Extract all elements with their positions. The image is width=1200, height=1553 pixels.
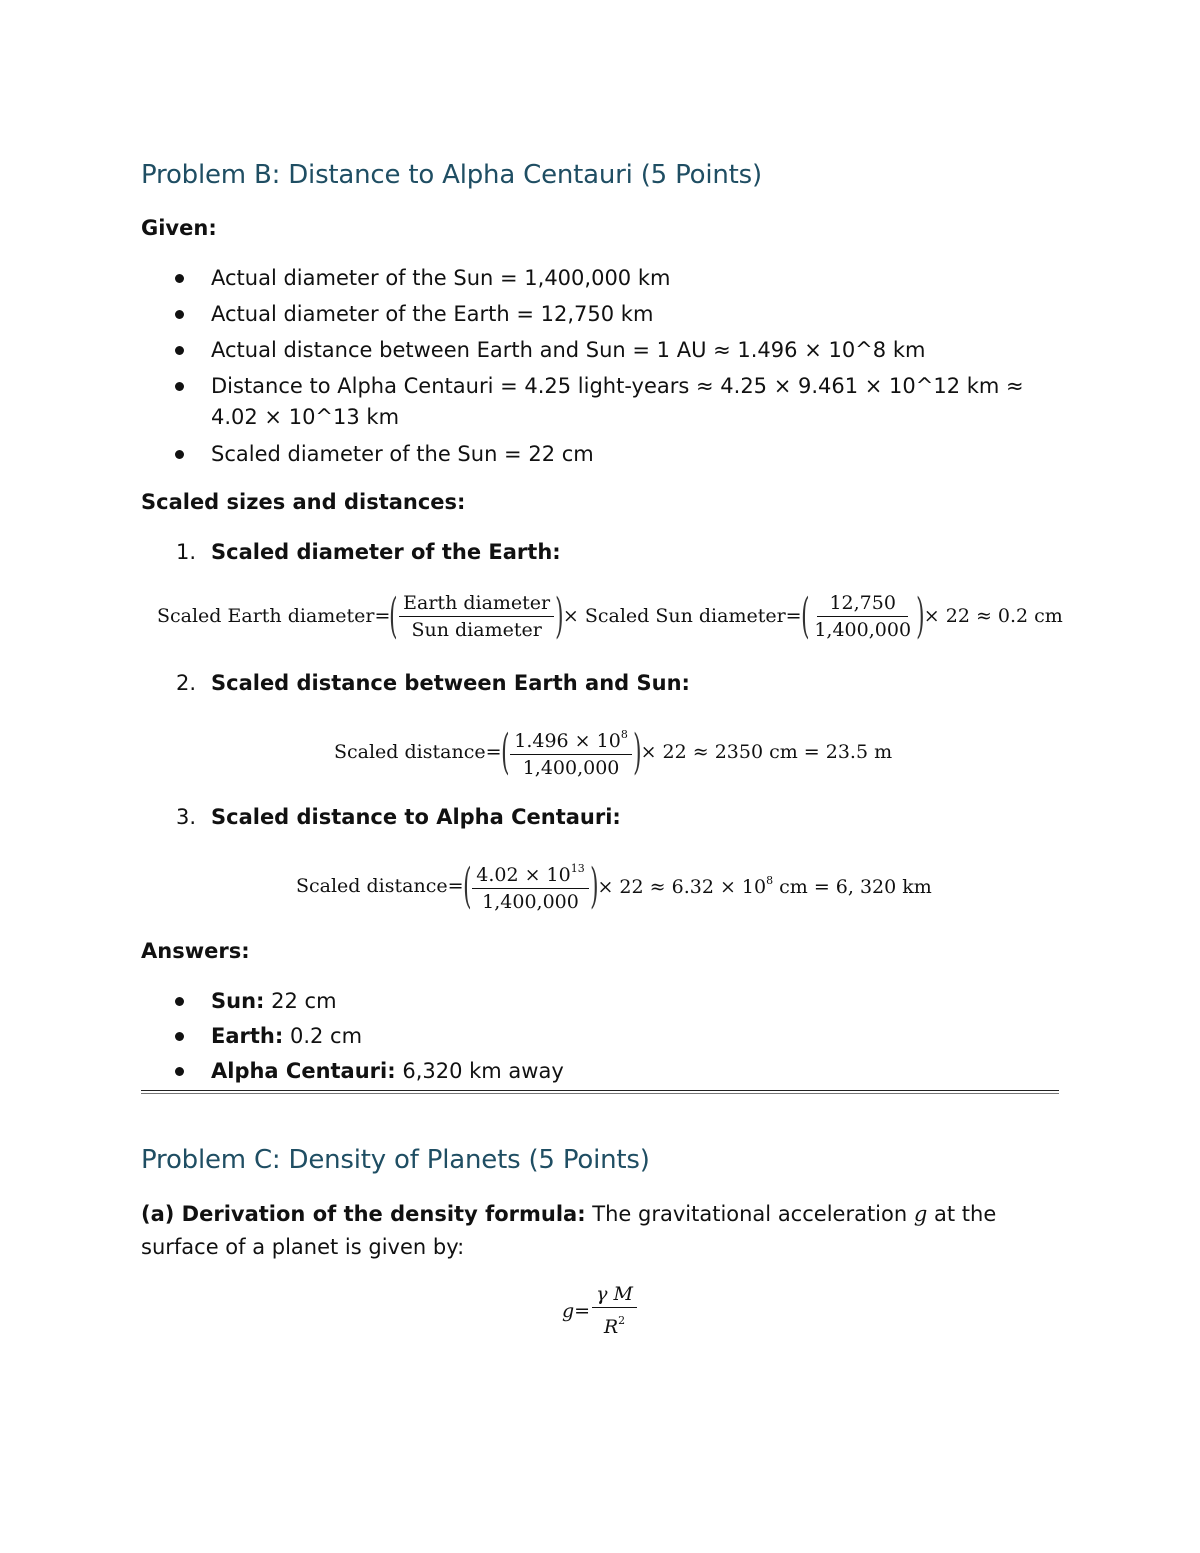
step-number: 1.	[176, 540, 197, 564]
given-item: Actual distance between Earth and Sun = 1 AU ≈ 1.496 × 10^8 km	[211, 338, 926, 362]
fraction-numerator: 12,750	[817, 591, 907, 617]
fraction-numerator: Earth diameter	[399, 591, 554, 617]
given-item-continued: 4.02 × 10^13 km	[211, 405, 400, 429]
fraction-numerator: γ M	[592, 1282, 637, 1308]
bullet-icon	[175, 382, 184, 391]
eq-lhs: g	[562, 1299, 575, 1322]
part-a-paragraph-continued: surface of a planet is given by:	[141, 1235, 465, 1259]
bullet-icon	[175, 997, 184, 1006]
bullet-icon	[175, 274, 184, 283]
step-number: 3.	[176, 805, 197, 829]
problem-b-title: Problem B: Distance to Alpha Centauri (5 Points)	[141, 160, 762, 190]
eq-rhs: × $22 \approx 6.32 \times 10^8$ cm = 6, 320 km	[597, 873, 932, 898]
bullet-icon	[175, 346, 184, 355]
eq-middle: × Scaled Sun diameter	[562, 605, 786, 627]
step-title: Scaled distance between Earth and Sun:	[211, 671, 690, 695]
answer-item: Earth: 0.2 cm	[211, 1024, 363, 1048]
fraction-denominator: 1,400,000	[482, 891, 579, 913]
divider	[141, 1090, 1059, 1091]
equation-earth-diameter: Scaled Earth diameter = ( $\frac{\text{Earth diameter}}{\text{Sun diameter}}$ ) × Scaled Sun diameter = ( $\frac{12,750}{1,400,000}$ ) × 22 ≈ 0.2 cm	[157, 588, 1063, 644]
equation-alpha-centauri-distance: Scaled distance = ( $\frac{4.02 \times 10^{13}}{1,400,000}$ ) × $22 \approx 6.32 \times 10^8$ cm = 6, 320 km	[296, 857, 932, 914]
eq-lhs: Scaled distance	[334, 740, 486, 763]
eq-rhs: × 22 ≈ 2350 cm = 23.5 m	[640, 740, 893, 763]
answers-label: Answers:	[141, 939, 250, 963]
fraction	[399, 591, 554, 642]
problem-c-title: Problem C: Density of Planets (5 Points)	[141, 1145, 650, 1175]
step-title: Scaled diameter of the Earth:	[211, 540, 561, 564]
bullet-icon	[175, 1067, 184, 1076]
fraction	[510, 723, 632, 780]
answer-item: Sun: 22 cm	[211, 989, 337, 1013]
bullet-icon	[175, 450, 184, 459]
fraction-numerator: $4.02 \times 10^{13}$	[472, 857, 588, 889]
given-item: Distance to Alpha Centauri = 4.25 light-years ≈ 4.25 × 9.461 × 10^12 km ≈	[211, 374, 1024, 398]
given-label: Given:	[141, 216, 217, 240]
divider	[141, 1093, 1059, 1094]
step-number: 2.	[176, 671, 197, 695]
bullet-icon	[175, 1032, 184, 1041]
answer-item: Alpha Centauri: 6,320 km away	[211, 1059, 564, 1083]
eq-lhs: Scaled Earth diameter	[157, 605, 375, 627]
scaled-label: Scaled sizes and distances:	[141, 490, 466, 514]
part-a-paragraph: (a) Derivation of the density formula: The gravitational acceleration g at the	[141, 1202, 997, 1226]
fraction-denominator: $R^2$	[603, 1314, 626, 1338]
fraction-denominator: Sun diameter	[411, 618, 542, 641]
fraction-denominator: 1,400,000	[814, 618, 912, 641]
equation-gravity: g = $\frac{\text{γ M}}{R^2}$	[562, 1282, 639, 1339]
step-title: Scaled distance to Alpha Centauri:	[211, 805, 621, 829]
fraction-denominator: 1,400,000	[522, 757, 620, 779]
bullet-icon	[175, 310, 184, 319]
equation-earth-sun-distance: Scaled distance = ( $\frac{1.496 \times 10^8}{1,400,000}$ ) × 22 ≈ 2350 cm = 23.5 m	[334, 723, 893, 780]
given-item: Actual diameter of the Earth = 12,750 km	[211, 302, 654, 326]
eq-lhs: Scaled distance	[296, 874, 448, 897]
given-item: Scaled diameter of the Sun = 22 cm	[211, 442, 594, 466]
fraction	[472, 857, 588, 914]
fraction	[592, 1282, 637, 1339]
fraction-numerator: $1.496 \times 10^8$	[510, 723, 632, 755]
fraction	[810, 591, 915, 642]
given-item: Actual diameter of the Sun = 1,400,000 km	[211, 266, 671, 290]
eq-rhs: × 22 ≈ 0.2 cm	[923, 605, 1063, 627]
